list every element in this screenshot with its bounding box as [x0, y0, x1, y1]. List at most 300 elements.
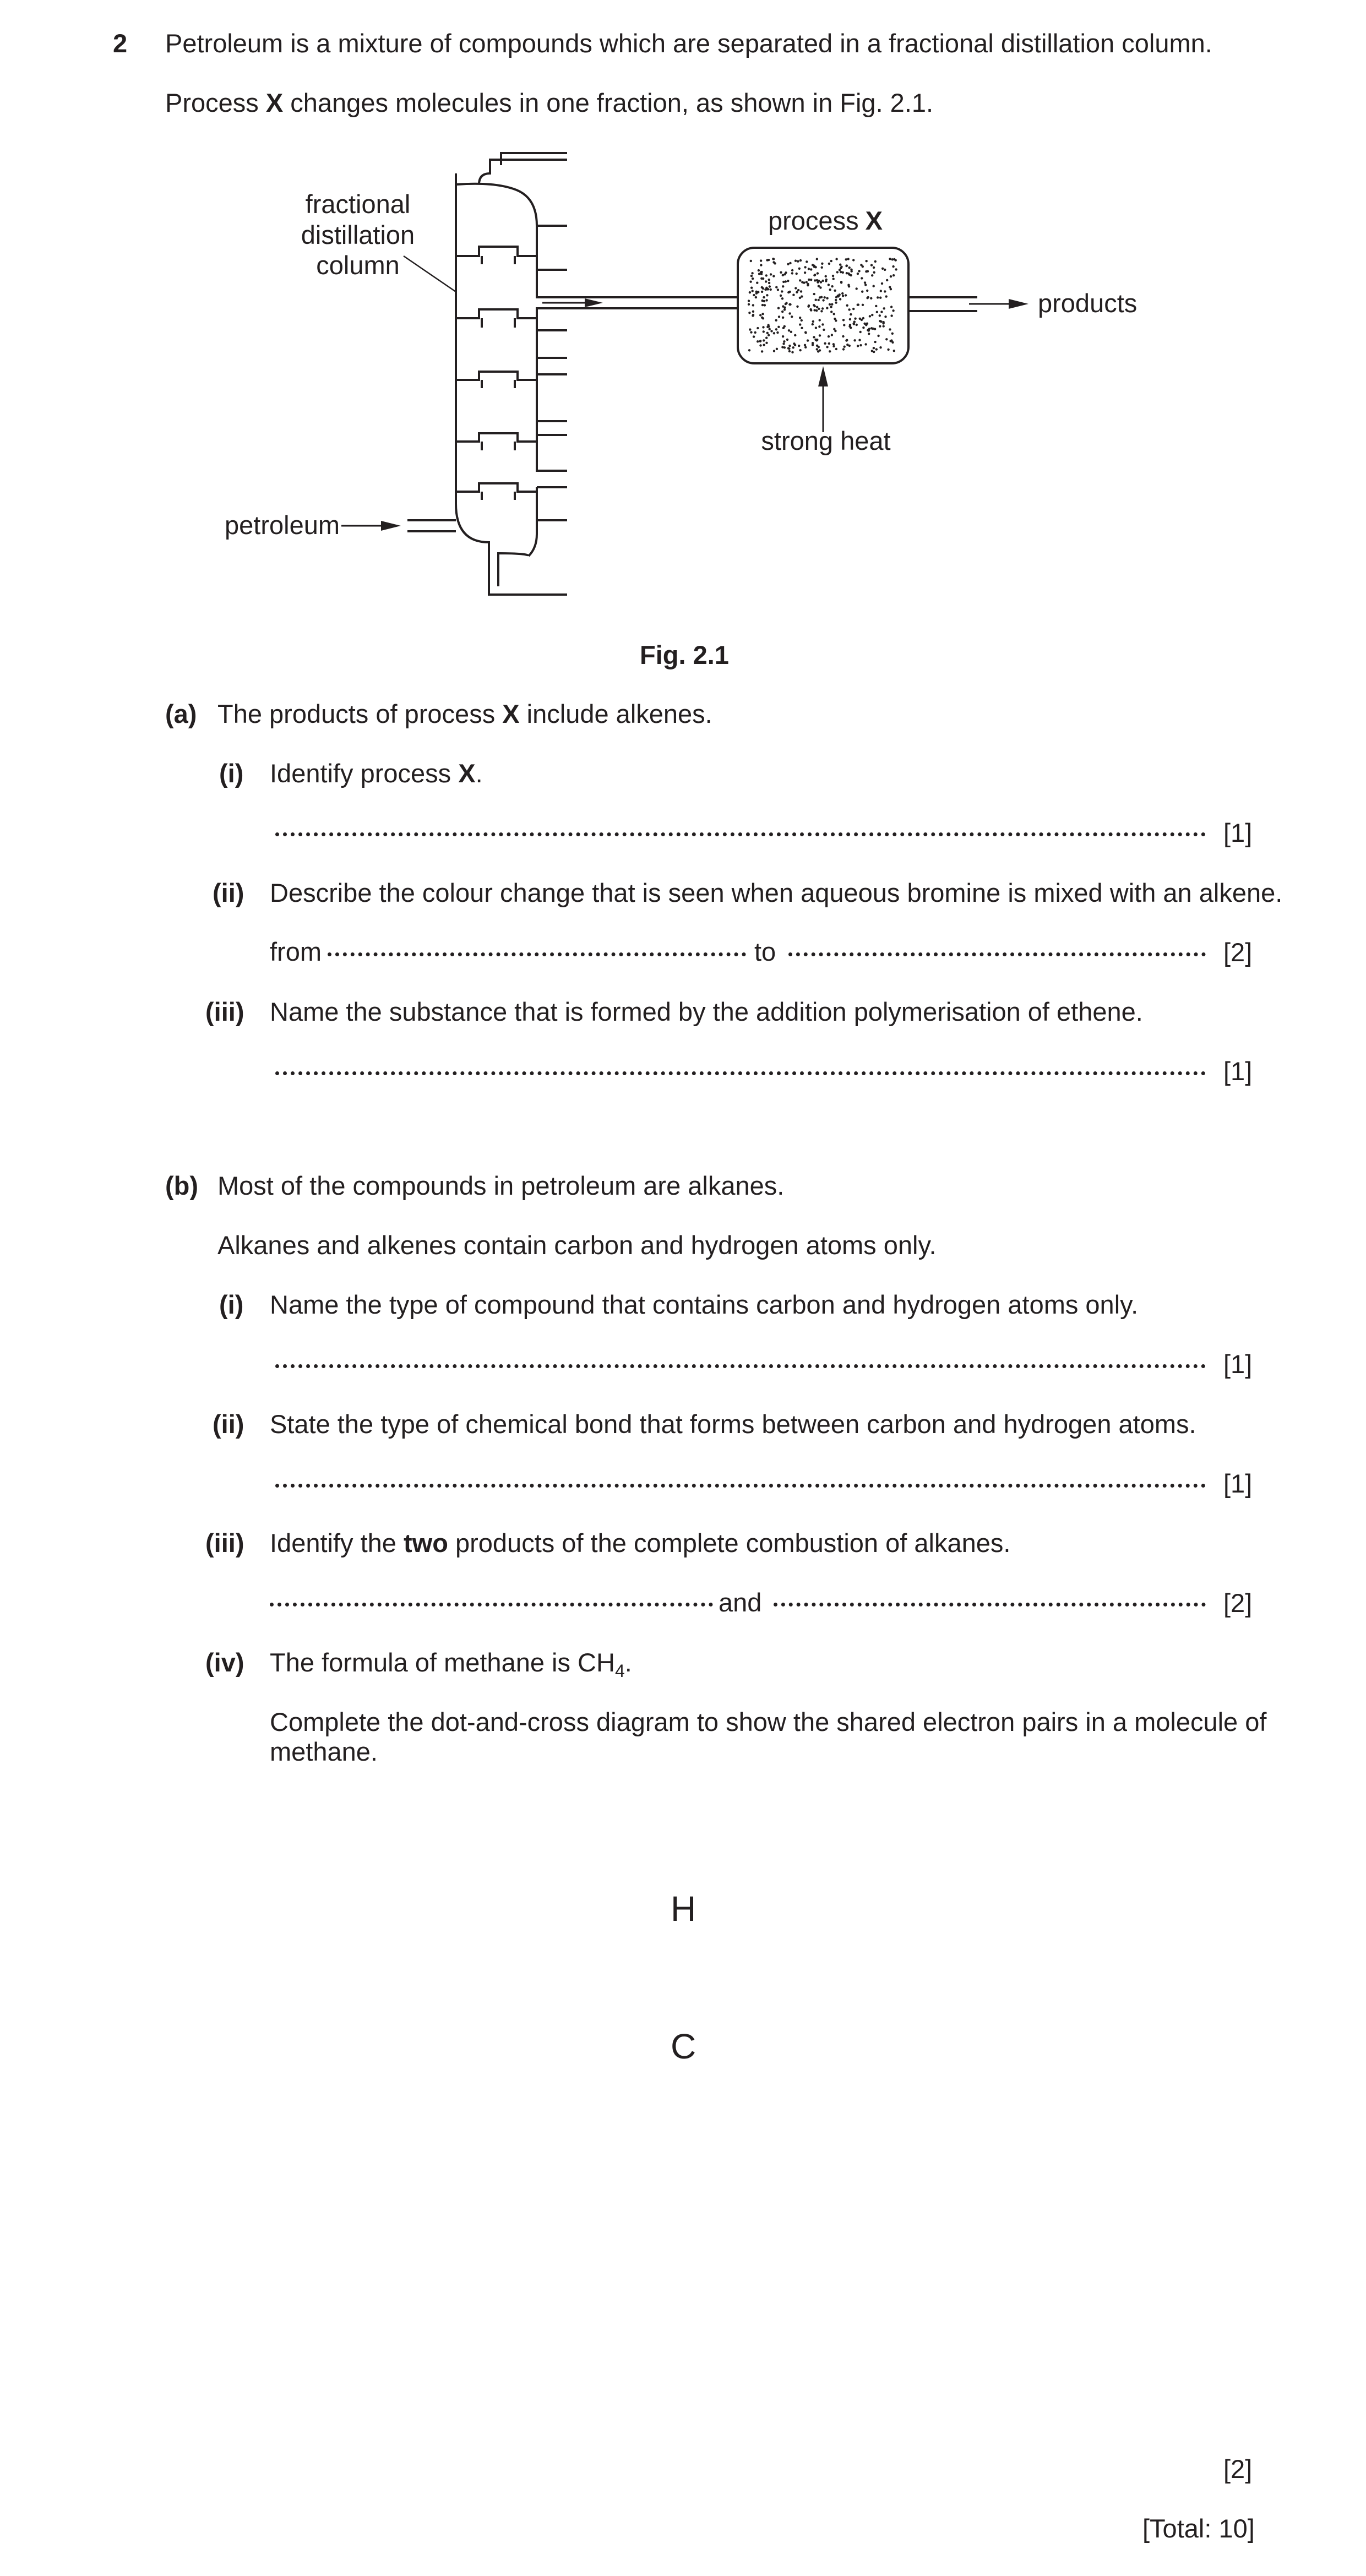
catalyst-dot [864, 281, 866, 284]
catalyst-dot [765, 342, 768, 344]
catalyst-dot [852, 259, 855, 261]
part-b-iv-instr-line1: Complete the dot-and-cross diagram to show the shared electron pairs in a molecule of [270, 1707, 1267, 1736]
catalyst-dot [892, 274, 895, 276]
petroleum-arrow [341, 521, 401, 531]
catalyst-dot [799, 349, 801, 351]
catalyst-dot [883, 325, 885, 327]
catalyst-dot [863, 323, 866, 325]
catalyst-dot [750, 260, 752, 262]
catalyst-dot [770, 330, 772, 332]
mark-a-ii: [2] [1223, 938, 1253, 967]
label-process-x: X [865, 206, 883, 235]
catalyst-dot [839, 298, 841, 300]
catalyst-dot [866, 323, 868, 325]
answer-line-b-ii[interactable] [275, 1484, 1206, 1488]
catalyst-dot [759, 314, 761, 316]
catalyst-dot [842, 335, 844, 337]
catalyst-dot [819, 334, 821, 336]
catalyst-dot [813, 274, 815, 276]
catalyst-dot [857, 273, 859, 275]
catalyst-dot [879, 314, 881, 317]
catalyst-dot [766, 259, 768, 261]
catalyst-dot [782, 317, 784, 319]
catalyst-dot [813, 304, 815, 306]
catalyst-dot [769, 328, 771, 330]
catalyst-dot [768, 282, 770, 284]
catalyst-dot [800, 290, 802, 292]
catalyst-dot [832, 345, 835, 347]
catalyst-dot [763, 330, 765, 333]
catalyst-dot [796, 273, 798, 275]
part-b-stem2: Alkanes and alkenes contain carbon and hydrogen atoms only. [217, 1230, 937, 1260]
catalyst-dot [789, 262, 791, 264]
catalyst-dot [815, 299, 817, 301]
catalyst-dot [783, 340, 785, 342]
catalyst-dot [788, 329, 790, 331]
part-b-iv-text-post: . [624, 1648, 632, 1677]
catalyst-dot [835, 302, 837, 304]
catalyst-dot [786, 339, 788, 341]
catalyst-dot [770, 288, 772, 291]
catalyst-dot [788, 347, 790, 350]
catalyst-dot [813, 293, 815, 295]
catalyst-dot [799, 259, 802, 262]
catalyst-dot [817, 272, 819, 274]
part-a-iii-text: Name the substance that is formed by the addition polymerisation of ethene. [270, 997, 1143, 1026]
catalyst-dot [815, 326, 817, 329]
catalyst-dot [819, 319, 821, 321]
catalyst-dot [834, 318, 836, 320]
catalyst-dot [753, 335, 755, 337]
catalyst-dot [812, 320, 814, 323]
answer-line-a-iii[interactable] [275, 1071, 1206, 1075]
catalyst-dot [798, 345, 800, 347]
catalyst-dot [842, 295, 844, 297]
label-process-word: process [768, 206, 859, 235]
catalyst-dot [775, 328, 777, 330]
catalyst-dot [794, 344, 796, 346]
answer-line-a-i[interactable] [275, 832, 1206, 836]
catalyst-dot [861, 291, 863, 293]
catalyst-dot [870, 264, 873, 266]
catalyst-dot [871, 350, 873, 352]
catalyst-dot [856, 324, 858, 326]
catalyst-dot [816, 258, 818, 260]
catalyst-dot [768, 279, 770, 281]
catalyst-dot [880, 311, 883, 313]
catalyst-dot [864, 343, 867, 345]
catalyst-dot [752, 277, 754, 280]
catalyst-dot [781, 346, 783, 348]
catalyst-dot [824, 296, 826, 298]
catalyst-dot [765, 280, 767, 282]
catalyst-dot [776, 348, 778, 350]
catalyst-dot [848, 345, 851, 347]
catalyst-dot [864, 284, 867, 286]
catalyst-dot [794, 334, 796, 336]
catalyst-dot [810, 279, 812, 281]
part-b-i-label: (i) [219, 1290, 244, 1319]
part-a-i-text-pre: Identify process [270, 759, 459, 788]
catalyst-dot [813, 336, 815, 338]
catalyst-dot [866, 297, 868, 299]
catalyst-dot [850, 269, 852, 271]
part-b-iii-label: (iii) [205, 1528, 244, 1557]
catalyst-dot [843, 346, 846, 348]
catalyst-dot [885, 295, 888, 297]
catalyst-dot [850, 313, 852, 315]
catalyst-dot [833, 313, 835, 315]
catalyst-dot [859, 344, 862, 346]
catalyst-dot [773, 332, 775, 334]
catalyst-dot [804, 271, 806, 274]
catalyst-dot [891, 333, 894, 335]
catalyst-dot [877, 296, 879, 298]
catalyst-dot [821, 280, 824, 282]
catalyst-dot [835, 348, 837, 350]
catalyst-dot [791, 272, 793, 274]
catalyst-dot [749, 281, 752, 283]
catalyst-dot [849, 318, 851, 320]
catalyst-dot [809, 308, 812, 311]
catalyst-dot [788, 291, 791, 293]
catalyst-dot [749, 291, 751, 293]
catalyst-dot [818, 299, 820, 301]
catalyst-dot [889, 286, 891, 288]
part-a-iii-label: (iii) [205, 997, 244, 1026]
catalyst-dot [884, 290, 886, 292]
catalyst-dot [808, 279, 810, 281]
catalyst-dot [850, 274, 852, 276]
catalyst-dot [781, 290, 783, 292]
catalyst-dot [766, 332, 769, 334]
catalyst-dot [755, 296, 757, 298]
catalyst-dot [755, 291, 758, 293]
catalyst-dot [869, 315, 871, 317]
label-strong-heat: strong heat [761, 426, 891, 455]
question-intro: Petroleum is a mixture of compounds which are separated in a fractional distillation column. [165, 29, 1212, 58]
catalyst-dot [835, 258, 837, 260]
catalyst-dot [859, 318, 861, 320]
catalyst-dot [791, 315, 793, 318]
part-b-stem1: Most of the compounds in petroleum are alkanes. [217, 1171, 785, 1200]
catalyst-dot [762, 277, 764, 280]
catalyst-dot [775, 319, 777, 322]
catalyst-dot [794, 260, 797, 262]
catalyst-dot [821, 266, 823, 269]
catalyst-dot [763, 344, 765, 346]
label-column-line3: column [316, 250, 400, 280]
catalyst-dot [886, 279, 888, 281]
catalyst-dot [830, 311, 832, 313]
catalyst-dot [792, 294, 794, 296]
catalyst-dot [890, 306, 892, 308]
catalyst-dot [854, 318, 856, 320]
catalyst-dot [890, 314, 892, 317]
mark-a-iii: [1] [1223, 1056, 1253, 1086]
catalyst-dot [813, 309, 815, 311]
catalyst-dot [816, 279, 818, 281]
total-marks: [Total: 10] [1142, 2514, 1255, 2543]
mark-b-ii: [1] [1223, 1469, 1253, 1498]
answer-line-a-ii-from[interactable] [328, 952, 746, 956]
catalyst-dot [884, 315, 886, 318]
catalyst-dots [748, 258, 897, 353]
catalyst-dot [748, 349, 750, 351]
catalyst-dot [845, 339, 847, 341]
catalyst-dot [804, 346, 807, 348]
catalyst-dot [777, 307, 780, 309]
catalyst-dot [752, 304, 754, 306]
part-a-ii-text: Describe the colour change that is seen when aqueous bromine is mixed with an alkene. [270, 878, 1283, 907]
answer-line-b-iii-first[interactable] [270, 1603, 713, 1606]
catalyst-dot [826, 307, 828, 309]
catalyst-dot [889, 258, 891, 260]
catalyst-dot [853, 339, 856, 341]
catalyst-dot [884, 269, 886, 271]
catalyst-dot [836, 271, 839, 273]
catalyst-dot [862, 326, 864, 329]
catalyst-dot [780, 295, 782, 297]
catalyst-dot [839, 293, 841, 296]
catalyst-dot [830, 260, 832, 262]
mark-a-i: [1] [1223, 818, 1253, 847]
catalyst-dot [873, 266, 875, 269]
catalyst-dot [820, 310, 823, 312]
catalyst-dot [819, 286, 821, 288]
catalyst-dot [812, 264, 814, 266]
catalyst-dot [788, 303, 791, 306]
catalyst-dot [760, 259, 762, 262]
part-a-stem-x: X [502, 699, 520, 728]
catalyst-dot [853, 320, 856, 323]
catalyst-dot [841, 292, 843, 295]
catalyst-dot [848, 266, 851, 269]
catalyst-dot [880, 290, 882, 292]
catalyst-dot [893, 350, 895, 352]
catalyst-dot [882, 322, 884, 324]
catalyst-dot [889, 340, 891, 342]
answer-line-a-ii-to[interactable] [788, 952, 1206, 956]
mark-b-iii: [2] [1223, 1588, 1253, 1618]
catalyst-dot [782, 281, 785, 283]
mark-b-iv: [2] [1223, 2454, 1253, 2484]
catalyst-dot [785, 271, 787, 274]
catalyst-dot [846, 304, 848, 307]
part-b-iv-text-pre: The formula of methane is CH [270, 1648, 615, 1677]
catalyst-dot [845, 258, 847, 260]
catalyst-dot [799, 279, 801, 281]
catalyst-dot [868, 329, 870, 331]
catalyst-dot [761, 299, 764, 302]
catalyst-dot [807, 283, 809, 285]
catalyst-dot [831, 303, 833, 306]
catalyst-dot [830, 306, 832, 308]
catalyst-dot [877, 335, 879, 337]
mark-b-i: [1] [1223, 1349, 1253, 1379]
catalyst-dot [750, 331, 752, 333]
heat-arrow [818, 366, 828, 432]
catalyst-dot [883, 307, 885, 309]
answer-line-b-i[interactable] [275, 1364, 1206, 1368]
catalyst-dot [858, 339, 861, 341]
catalyst-dot [879, 320, 881, 322]
catalyst-dot [879, 297, 881, 299]
catalyst-dot [847, 258, 850, 260]
catalyst-dot [772, 275, 775, 277]
catalyst-dot [765, 337, 768, 339]
catalyst-dot [780, 271, 782, 274]
catalyst-dot [792, 346, 794, 348]
catalyst-dot [861, 277, 863, 279]
catalyst-dot [891, 341, 894, 344]
catalyst-dot [816, 348, 818, 350]
catalyst-dot [769, 285, 771, 287]
figure-caption: Fig. 2.1 [640, 640, 729, 669]
part-b-iii-text-pre: Identify the [270, 1528, 404, 1557]
catalyst-dot [773, 350, 775, 352]
catalyst-dot [829, 350, 831, 352]
catalyst-dot [870, 297, 872, 299]
catalyst-dot [761, 317, 763, 319]
catalyst-dot [761, 291, 763, 293]
catalyst-dot [781, 297, 783, 299]
catalyst-dot [846, 272, 848, 274]
catalyst-dot [804, 344, 806, 346]
catalyst-dot [775, 286, 777, 288]
catalyst-dot [772, 261, 775, 263]
catalyst-dot [832, 277, 835, 280]
catalyst-dot [890, 275, 892, 277]
catalyst-dot [857, 345, 859, 347]
catalyst-dot [835, 299, 837, 301]
catalyst-dot [788, 345, 791, 347]
catalyst-dot [840, 271, 842, 273]
catalyst-dot [791, 269, 793, 271]
catalyst-dot [895, 259, 897, 262]
catalyst-dot [874, 341, 876, 343]
catalyst-dot [803, 281, 805, 284]
catalyst-dot [829, 288, 831, 291]
catalyst-dot [823, 329, 825, 331]
catalyst-dot [761, 313, 764, 315]
catalyst-dot [777, 326, 780, 328]
figure-distillation-diagram [215, 146, 1151, 608]
catalyst-dot [826, 346, 828, 348]
catalyst-dot [848, 285, 850, 287]
part-b-iv-text [270, 1648, 632, 1681]
catalyst-dot [748, 299, 750, 302]
catalyst-dot [748, 312, 750, 314]
catalyst-dot [798, 268, 801, 270]
catalyst-dot [749, 328, 751, 330]
fraction-arrow [542, 298, 603, 307]
catalyst-dot [752, 311, 754, 313]
catalyst-dot [750, 287, 753, 289]
catalyst-dot [826, 297, 828, 299]
catalyst-dot [776, 331, 779, 334]
catalyst-dot [766, 294, 768, 296]
catalyst-dot [790, 331, 792, 333]
label-column-line1: fractional [305, 189, 411, 219]
catalyst-dot [816, 339, 818, 341]
catalyst-dot [859, 331, 862, 333]
distillation-column [404, 153, 738, 595]
part-b-iii-and: and [719, 1588, 762, 1617]
catalyst-dot [788, 350, 791, 352]
catalyst-dot [848, 325, 851, 328]
catalyst-dot [808, 268, 810, 270]
catalyst-dot [831, 334, 833, 336]
catalyst-dot [828, 342, 830, 345]
catalyst-dot [804, 331, 807, 334]
catalyst-dot [881, 268, 884, 270]
catalyst-dot [782, 285, 784, 287]
process-intro [165, 88, 933, 118]
catalyst-dot [862, 265, 864, 268]
catalyst-dot [760, 264, 762, 266]
catalyst-dot [821, 307, 824, 309]
catalyst-dot [892, 309, 894, 312]
catalyst-dot [848, 308, 850, 311]
catalyst-dot [752, 314, 754, 317]
catalyst-dot [765, 274, 768, 276]
catalyst-dot [857, 303, 859, 306]
catalyst-dot [818, 308, 820, 310]
catalyst-dot [757, 327, 759, 329]
label-petroleum: petroleum [225, 510, 340, 540]
catalyst-dot [799, 323, 801, 325]
catalyst-dot [818, 325, 820, 328]
catalyst-dot [821, 263, 823, 265]
catalyst-dot [801, 319, 803, 322]
catalyst-dot [797, 260, 799, 263]
part-a-stem-pre: The products of process [217, 699, 503, 728]
answer-line-b-iii-second[interactable] [774, 1603, 1206, 1606]
catalyst-dot [801, 295, 803, 297]
catalyst-dot [761, 350, 763, 352]
catalyst-dot [759, 344, 761, 346]
catalyst-dot [767, 324, 769, 326]
catalyst-dot [791, 351, 793, 353]
catalyst-dot [820, 296, 823, 298]
catalyst-dot [777, 288, 779, 291]
catalyst-dot [801, 327, 803, 329]
catalyst-dot [813, 266, 815, 268]
catalyst-dot [768, 334, 770, 336]
atom-hydrogen: H [671, 1889, 696, 1929]
catalyst-dot [748, 303, 750, 306]
catalyst-dot [783, 308, 786, 311]
catalyst-dot [812, 344, 814, 346]
catalyst-dot [846, 264, 848, 266]
part-b-i-text: Name the type of compound that contains carbon and hydrogen atoms only. [270, 1290, 1139, 1319]
dot-and-cross-answer-area[interactable] [496, 1844, 881, 2285]
catalyst-dot [873, 347, 875, 349]
products-arrow [969, 299, 1028, 309]
catalyst-dot [828, 263, 830, 265]
catalyst-dot [799, 317, 801, 319]
part-a-ii-to: to [754, 937, 776, 966]
catalyst-dot [828, 335, 830, 337]
part-a-i-label: (i) [219, 759, 244, 788]
catalyst-dot [856, 287, 858, 290]
catalyst-dot [757, 340, 759, 342]
catalyst-dot [829, 303, 831, 306]
catalyst-dot [832, 343, 835, 345]
part-a-i-text-post: . [475, 759, 483, 788]
catalyst-dot [812, 323, 814, 325]
